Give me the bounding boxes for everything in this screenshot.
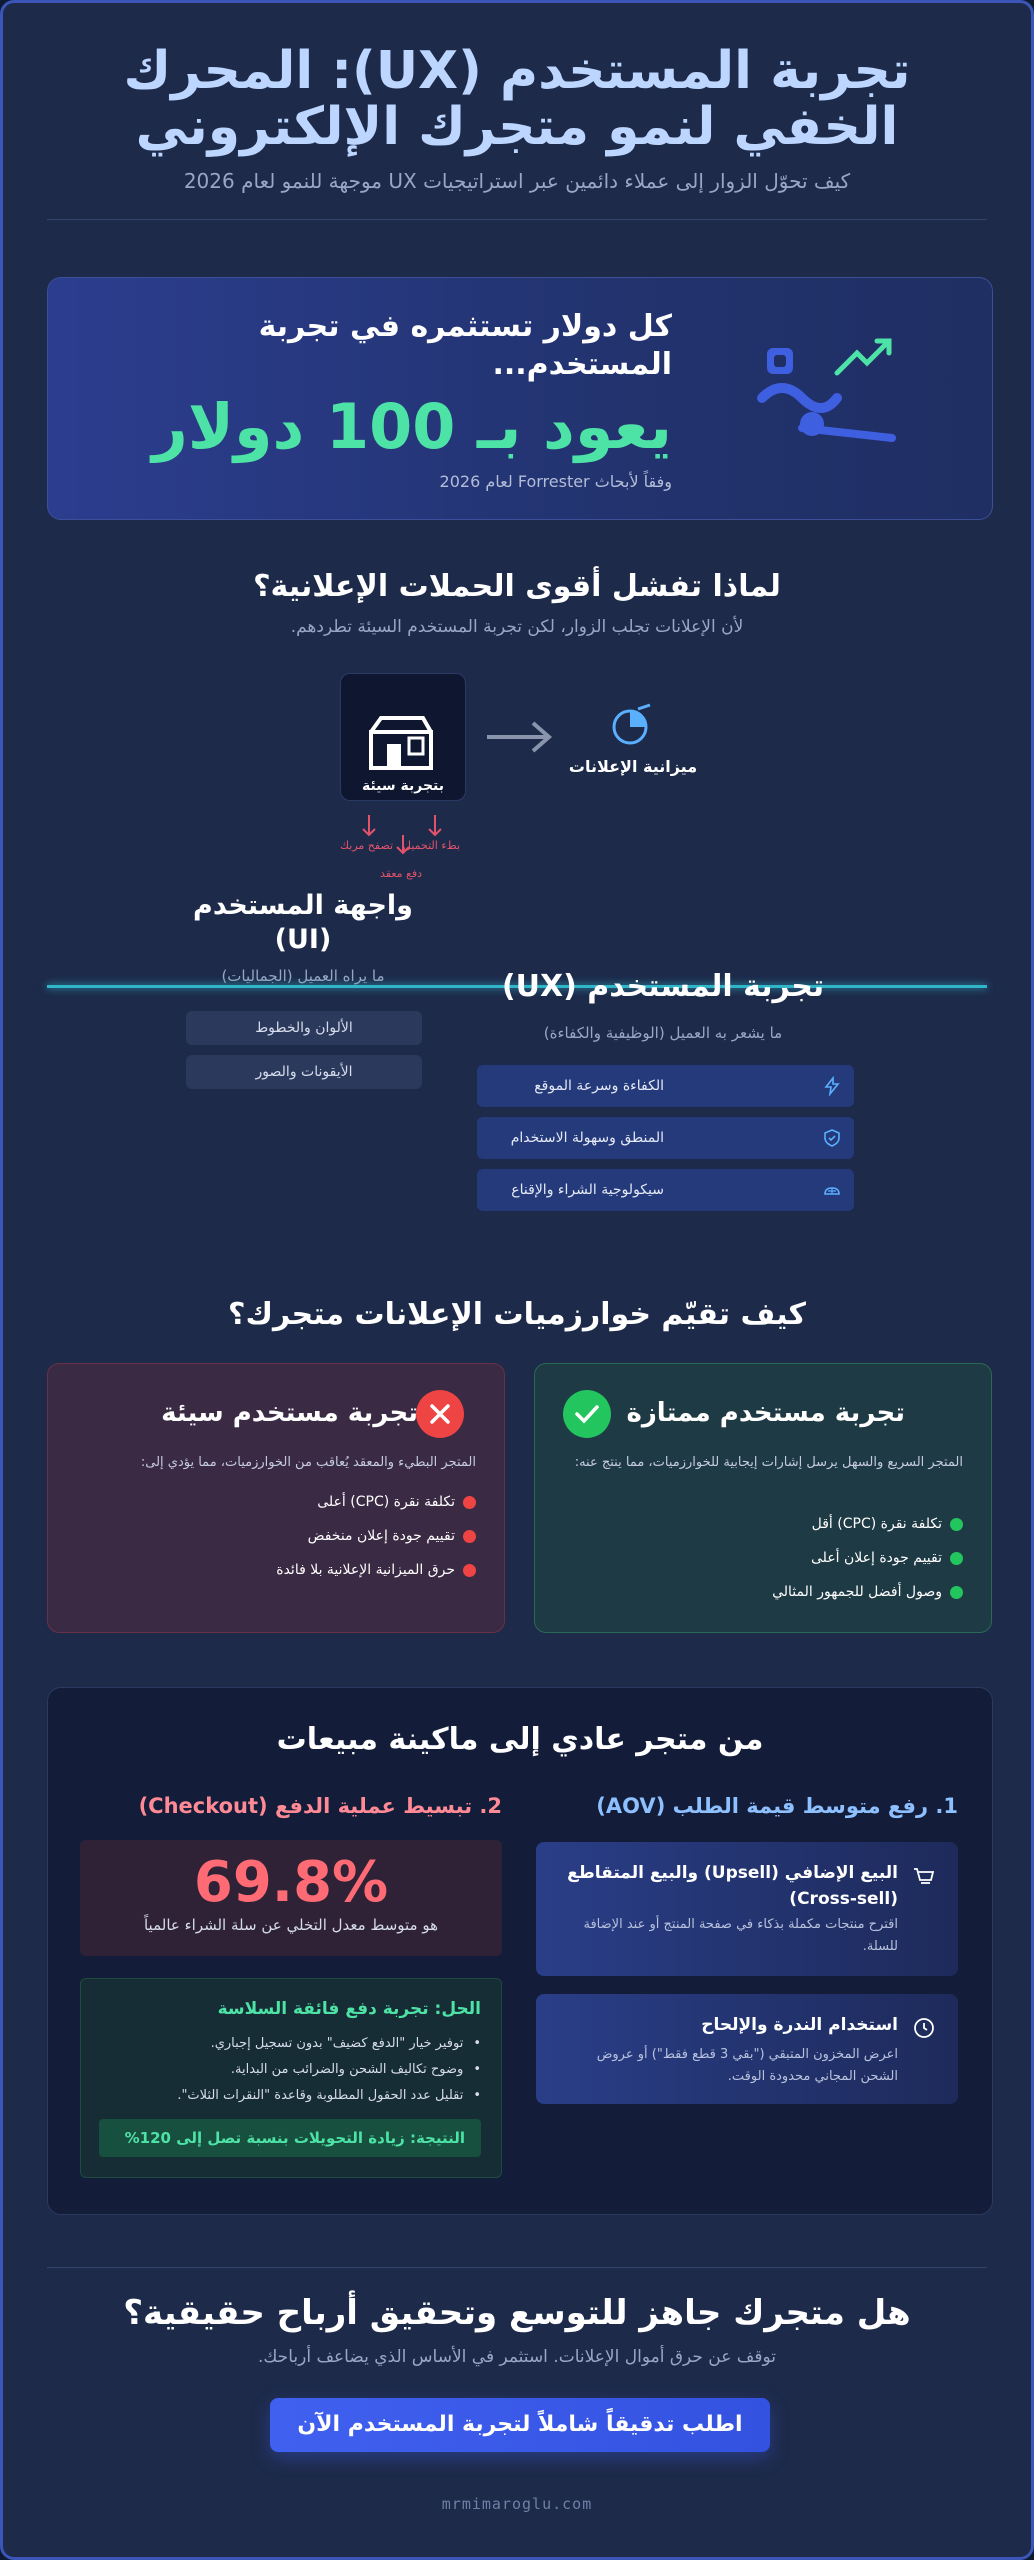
check-dot-icon <box>950 1518 963 1531</box>
bad-ux-item: تقييم جودة إعلان منخفض <box>308 1526 476 1546</box>
ux-title: تجربة المستخدم (UX) <box>501 969 825 1004</box>
good-ux-title: تجربة مستخدم ممتازة <box>626 1398 905 1428</box>
issue-slow: بطء التحميل <box>403 839 461 852</box>
bad-ux-item: حرق الميزانية الإعلانية بلا فائدة <box>276 1560 476 1580</box>
ui-title: واجهة المستخدم (UI) <box>193 890 413 955</box>
why-fail-subtitle: لأن الإعلانات تجلب الزوار، لكن تجربة المستخدم السيئة تطردهم. <box>290 617 744 637</box>
solution-item: • توفير خيار "الدفع كضيف" بدون تسجيل إجباري. <box>101 2031 481 2057</box>
page-title: تجربة المستخدم (UX): المحرك الخفي لنمو متجرك الإلكتروني <box>123 41 911 157</box>
scarcity-card <box>536 1994 958 2104</box>
bad-ux-item: تكلفة نقرة (CPC) أعلى <box>317 1492 476 1512</box>
good-ux-item: تقييم جودة إعلان أعلى <box>811 1548 963 1568</box>
ux-item-label: المنطق وسهولة الاستخدام <box>510 1130 664 1146</box>
good-ux-card <box>534 1363 992 1633</box>
bad-ux-title: تجربة مستخدم سيئة <box>161 1398 418 1428</box>
x-dot-icon <box>463 1496 476 1509</box>
check-icon <box>563 1390 611 1438</box>
ui-item: الأيقونات والصور <box>186 1055 422 1089</box>
bolt-icon <box>822 1076 842 1096</box>
cta-subtitle: توقف عن حرق أموال الإعلانات. استثمر في الأساس الذي يضاعف أرباحك. <box>257 2347 777 2367</box>
solution-item: • وضوح تكاليف الشحن والضرائب من البداية. <box>101 2057 481 2083</box>
solution-list <box>101 2031 481 2109</box>
footer-domain[interactable]: mrmimaroglu.com <box>441 2495 593 2513</box>
scarcity-title: استخدام الندرة والإلحاح <box>701 2015 898 2035</box>
ux-item <box>477 1117 854 1159</box>
upsell-desc: اقترح منتجات مكملة بذكاء في صفحة المنتج أو عند الإضافة للسلة. <box>583 1917 898 1954</box>
brain-icon <box>822 1180 842 1200</box>
cta-title: هل متجرك جاهز للتوسع وتحقيق أرباح حقيقية؟ <box>123 2293 911 2333</box>
scarcity-desc: اعرض المخزون المتبقي ("بقي 3 قطع فقط") أو عروض الشحن المجاني محدودة الوقت. <box>596 2047 898 2084</box>
divider <box>47 219 987 220</box>
growth-hand-icon <box>742 328 902 458</box>
ux-item <box>477 1065 854 1107</box>
hero-source: وفقاً لأبحاث Forrester لعام 2026 <box>439 472 672 491</box>
sales-machine-section <box>47 1687 993 2215</box>
clock-icon <box>912 2016 936 2040</box>
request-audit-button[interactable]: اطلب تدقيقاً شاملاً لتجربة المستخدم الآن <box>270 2398 770 2452</box>
page-subtitle: كيف تحوّل الزوار إلى عملاء دائمين عبر استراتيجيات UX موجهة للنمو لعام 2026 <box>183 169 851 193</box>
x-dot-icon <box>463 1564 476 1577</box>
algo-title: كيف تقيّم خوارزميات الإعلانات متجرك؟ <box>228 1297 806 1332</box>
abandon-stat-box <box>80 1840 502 1956</box>
ux-item-label: الكفاءة وسرعة الموقع <box>534 1078 664 1094</box>
solution-title: الحل: تجربة دفع فائقة السلاسة <box>217 1999 481 2019</box>
good-ux-item: تكلفة نقرة (CPC) أقل <box>812 1514 963 1534</box>
bad-ux-desc: المتجر البطيء والمعقد يُعاقب من الخوارزميات، مما يؤدي إلى: <box>140 1455 476 1470</box>
machine-title: من متجر عادي إلى ماكينة مبيعات <box>276 1722 764 1757</box>
cart-icon <box>912 1864 936 1888</box>
shield-check-icon <box>822 1128 842 1148</box>
bad-ux-card <box>47 1363 505 1633</box>
ux-subtitle: ما يشعر به العميل (الوظيفية والكفاءة) <box>543 1024 783 1042</box>
good-ux-desc: المتجر السريع والسهل يرسل إشارات إيجابية للخوارزميات، مما ينتج عنه: <box>574 1455 963 1470</box>
why-fail-title: لماذا تفشل أقوى الحملات الإعلانية؟ <box>253 569 781 604</box>
upsell-title: البيع الإضافي (Upsell) والبيع المتقاطع (Cross-sell) <box>567 1863 898 1909</box>
abandon-rate-label: هو متوسط معدل التخلي عن سلة الشراء عالمياً <box>143 1916 439 1934</box>
header <box>43 43 991 193</box>
solution-box <box>80 1978 502 2178</box>
issue-navigation: تصفح مربك <box>340 839 394 852</box>
solution-result: النتيجة: زيادة التحويلات بنسبة تصل إلى 120% <box>99 2119 481 2157</box>
divider <box>47 2267 987 2268</box>
x-dot-icon <box>463 1530 476 1543</box>
bad-store-label: بتجربة سيئة <box>361 778 445 794</box>
arrow-right-icon <box>487 717 557 757</box>
hero-line1: كل دولار تستثمره في تجربة المستخدم... <box>258 309 672 382</box>
check-dot-icon <box>950 1552 963 1565</box>
check-dot-icon <box>950 1586 963 1599</box>
ux-item <box>477 1169 854 1211</box>
abandon-rate-value: 69.8% <box>193 1850 389 1915</box>
budget-label: ميزانية الإعلانات <box>568 757 698 776</box>
ui-subtitle: ما يراه العميل (الجماليات) <box>221 967 385 985</box>
hero-highlight: يعود بـ 100 دولار <box>152 390 672 463</box>
ux-item-label: سيكولوجية الشراء والإقناع <box>511 1182 664 1198</box>
roi-hero <box>47 277 993 520</box>
aov-title: 1. رفع متوسط قيمة الطلب (AOV) <box>596 1794 958 1818</box>
good-ux-item: وصول أفضل للجمهور المثالي <box>772 1582 963 1602</box>
ui-item: الألوان والخطوط <box>186 1011 422 1045</box>
issue-checkout: دفع معقد <box>380 867 423 880</box>
upsell-card <box>536 1842 958 1976</box>
solution-item: • تقليل عدد الحقول المطلوبة وقاعدة "النقرات الثلاث". <box>101 2083 481 2109</box>
x-icon <box>416 1390 464 1438</box>
pie-chart-icon <box>610 703 654 747</box>
checkout-title: 2. تبسيط عملية الدفع (Checkout) <box>138 1794 502 1818</box>
